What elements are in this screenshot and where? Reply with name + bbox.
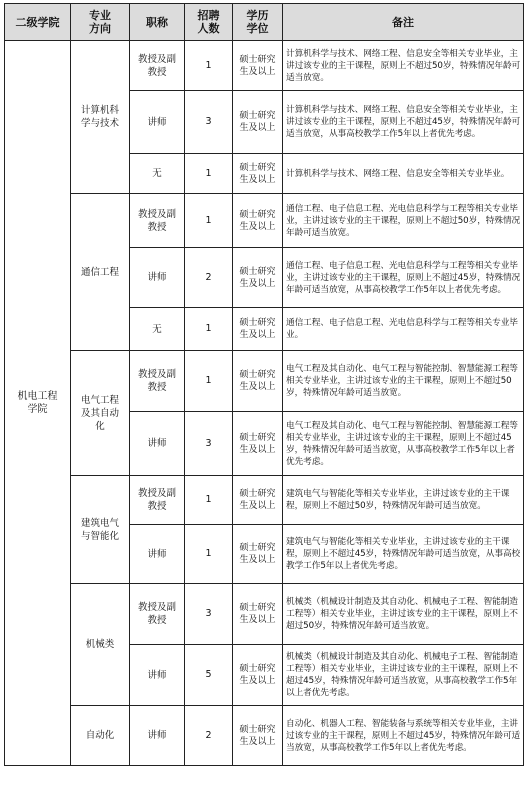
direction-cell: 机械类 (71, 584, 130, 706)
note-cell: 计算机科学与技术、网络工程、信息安全等相关专业毕业，主讲过该专业的主干课程，原则上不超过45岁，特殊情况年龄可适当放宽，从事高校教学工作5年以上者优先考虑。 (283, 91, 524, 154)
note-cell: 自动化、机器人工程、智能装备与系统等相关专业毕业，主讲过该专业的主干课程，原则上不超过45岁，特殊情况年龄可适当放宽，从事高校教学工作5年以上者优先考虑。 (283, 706, 524, 766)
direction-cell: 电气工程及其自动化 (71, 351, 130, 476)
note-cell: 通信工程、电子信息工程、光电信息科学与工程等相关专业毕业。 (283, 308, 524, 351)
title-cell: 讲师 (130, 248, 185, 308)
degree-cell: 硕士研究生及以上 (233, 412, 283, 476)
count-cell: 1 (185, 308, 233, 351)
table-row (5, 41, 524, 91)
direction-cell: 建筑电气与智能化 (71, 476, 130, 584)
header-college: 二级学院 (5, 4, 71, 41)
title-cell: 教授及副教授 (130, 194, 185, 248)
count-cell: 3 (185, 412, 233, 476)
title-cell: 讲师 (130, 706, 185, 766)
title-cell: 无 (130, 154, 185, 194)
header-direction: 专业方向 (71, 4, 130, 41)
title-cell: 讲师 (130, 412, 185, 476)
title-cell: 讲师 (130, 525, 185, 584)
header-title: 职称 (130, 4, 185, 41)
title-cell: 教授及副教授 (130, 476, 185, 525)
title-cell: 教授及副教授 (130, 584, 185, 645)
college-cell: 机电工程学院 (5, 41, 71, 766)
title-cell: 无 (130, 308, 185, 351)
note-cell: 计算机科学与技术、网络工程、信息安全等相关专业毕业，主讲过该专业的主干课程，原则上不超过50岁，特殊情况年龄可适当放宽。 (283, 41, 524, 91)
count-cell: 2 (185, 706, 233, 766)
note-cell: 机械类（机械设计制造及其自动化、机械电子工程、智能制造工程等）相关专业毕业，主讲过该专业的主干课程，原则上不超过45岁，特殊情况年龄可适当放宽，从事高校教学工作5年以上者优先考虑。 (283, 645, 524, 706)
degree-cell: 硕士研究生及以上 (233, 706, 283, 766)
degree-cell: 硕士研究生及以上 (233, 194, 283, 248)
count-cell: 2 (185, 248, 233, 308)
note-cell: 建筑电气与智能化等相关专业毕业，主讲过该专业的主干课程，原则上不超过45岁，特殊情况年龄可适当放宽，从事高校教学工作5年以上者优先考虑。 (283, 525, 524, 584)
direction-cell: 计算机科学与技术 (71, 41, 130, 194)
table-row (5, 351, 524, 412)
header-row (5, 4, 524, 41)
note-cell: 电气工程及其自动化、电气工程与智能控制、智慧能源工程等相关专业毕业，主讲过该专业的主干课程，原则上不超过45岁，特殊情况年龄可适当放宽，从事高校教学工作5年以上者优先考虑。 (283, 412, 524, 476)
degree-cell: 硕士研究生及以上 (233, 645, 283, 706)
table-row (5, 476, 524, 525)
title-cell: 讲师 (130, 91, 185, 154)
degree-cell: 硕士研究生及以上 (233, 525, 283, 584)
degree-cell: 硕士研究生及以上 (233, 248, 283, 308)
note-cell: 通信工程、电子信息工程、光电信息科学与工程等相关专业毕业，主讲过该专业的主干课程，原则上不超过50岁，特殊情况年龄可适当放宽。 (283, 194, 524, 248)
degree-cell: 硕士研究生及以上 (233, 476, 283, 525)
degree-cell: 硕士研究生及以上 (233, 351, 283, 412)
recruitment-table (4, 3, 524, 766)
count-cell: 1 (185, 351, 233, 412)
count-cell: 1 (185, 154, 233, 194)
title-cell: 讲师 (130, 645, 185, 706)
direction-cell: 通信工程 (71, 194, 130, 351)
count-cell: 3 (185, 584, 233, 645)
title-cell: 教授及副教授 (130, 41, 185, 91)
note-cell: 计算机科学与技术、网络工程、信息安全等相关专业毕业。 (283, 154, 524, 194)
header-count: 招聘人数 (185, 4, 233, 41)
header-note: 备注 (283, 4, 524, 41)
degree-cell: 硕士研究生及以上 (233, 308, 283, 351)
note-cell: 机械类（机械设计制造及其自动化、机械电子工程、智能制造工程等）相关专业毕业，主讲过该专业的主干课程，原则上不超过50岁，特殊情况年龄可适当放宽。 (283, 584, 524, 645)
header-degree: 学历学位 (233, 4, 283, 41)
count-cell: 3 (185, 91, 233, 154)
note-cell: 建筑电气与智能化等相关专业毕业，主讲过该专业的主干课程，原则上不超过50岁，特殊情况年龄可适当放宽。 (283, 476, 524, 525)
table-row (5, 706, 524, 766)
count-cell: 1 (185, 41, 233, 91)
title-cell: 教授及副教授 (130, 351, 185, 412)
count-cell: 5 (185, 645, 233, 706)
table-row (5, 584, 524, 645)
note-cell: 通信工程、电子信息工程、光电信息科学与工程等相关专业毕业，主讲过该专业的主干课程，原则上不超过45岁，特殊情况年龄可适当放宽，从事高校教学工作5年以上者优先考虑。 (283, 248, 524, 308)
direction-cell: 自动化 (71, 706, 130, 766)
count-cell: 1 (185, 525, 233, 584)
degree-cell: 硕士研究生及以上 (233, 154, 283, 194)
table-row (5, 194, 524, 248)
degree-cell: 硕士研究生及以上 (233, 91, 283, 154)
degree-cell: 硕士研究生及以上 (233, 41, 283, 91)
note-cell: 电气工程及其自动化、电气工程与智能控制、智慧能源工程等相关专业毕业，主讲过该专业的主干课程，原则上不超过50岁，特殊情况年龄可适当放宽。 (283, 351, 524, 412)
count-cell: 1 (185, 194, 233, 248)
degree-cell: 硕士研究生及以上 (233, 584, 283, 645)
count-cell: 1 (185, 476, 233, 525)
